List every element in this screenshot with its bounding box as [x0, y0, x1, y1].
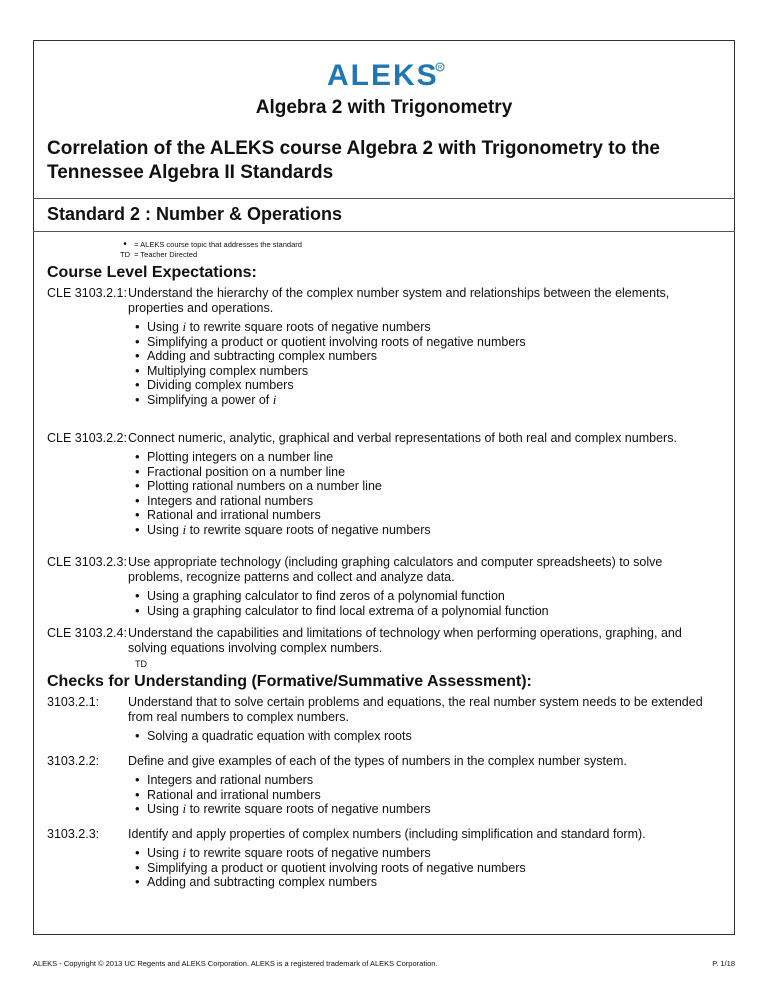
- topic-item: • Using i to rewrite square roots of negative numbers: [135, 802, 707, 817]
- topic-item: • Using i to rewrite square roots of negative numbers: [135, 846, 707, 861]
- topic-item: • Dividing complex numbers: [135, 378, 707, 393]
- entry-code: 3103.2.1:: [47, 695, 100, 709]
- check-entry: [47, 827, 707, 890]
- cle-entry: [47, 431, 707, 537]
- divider: [33, 198, 735, 199]
- bullet-icon: •: [123, 239, 127, 250]
- topic-list: [135, 773, 707, 817]
- topic-item: • Integers and rational numbers: [135, 773, 707, 788]
- topic-item: • Simplifying a product or quotient involving roots of negative numbers: [135, 335, 707, 350]
- entry-description: Understand the hierarchy of the complex number system and relationships between the elements, properties and operations.: [128, 286, 670, 315]
- topic-item: • Solving a quadratic equation with complex roots: [135, 729, 707, 744]
- topic-item: • Simplifying a power of i: [135, 393, 707, 408]
- legend-td-label: TD: [120, 250, 130, 259]
- entry-code: CLE 3103.2.2:: [47, 431, 127, 445]
- topic-item: • Rational and irrational numbers: [135, 788, 707, 803]
- topic-item: • Using a graphing calculator to find local extrema of a polynomial function: [135, 604, 707, 619]
- checks-section-title: Checks for Understanding (Formative/Summative Assessment):: [47, 673, 532, 690]
- legend-bullet-text: = ALEKS course topic that addresses the standard: [134, 240, 302, 249]
- topic-list: [135, 320, 707, 407]
- course-title: Algebra 2 with Trigonometry: [255, 97, 513, 118]
- topic-list: [135, 589, 707, 618]
- topic-item: • Plotting integers on a number line: [135, 450, 707, 465]
- entry-code: CLE 3103.2.4:: [47, 626, 127, 640]
- teacher-directed-tag: TD: [135, 659, 147, 669]
- entry-description: Connect numeric, analytic, graphical and verbal representations of both real and complex numbers.: [128, 431, 677, 445]
- cle-entry: [47, 626, 707, 672]
- aleks-logo: [0, 58, 768, 95]
- topic-list: [135, 450, 707, 537]
- topic-item: • Plotting rational numbers on a number line: [135, 479, 707, 494]
- entry-code: CLE 3103.2.3:: [47, 555, 127, 569]
- topic-item: • Simplifying a product or quotient involving roots of negative numbers: [135, 861, 707, 876]
- standard-title: Standard 2 : Number & Operations: [47, 204, 343, 224]
- correlation-title: Correlation of the ALEKS course Algebra 2 with Trigonometry to the Tennessee Algebra II Standards: [47, 138, 660, 183]
- topic-item: • Using i to rewrite square roots of negative numbers: [135, 320, 707, 335]
- check-entry: [47, 695, 707, 744]
- cle-entry: [47, 555, 707, 618]
- entry-code: 3103.2.2:: [47, 754, 100, 768]
- entry-description: Understand that to solve certain problems and equations, the real number system needs to be extended from real numbers to complex numbers.: [128, 695, 703, 724]
- page-number: P. 1/18: [712, 959, 735, 968]
- topic-item: • Multiplying complex numbers: [135, 364, 707, 379]
- footer-copyright: ALEKS - Copyright © 2013 UC Regents and ALEKS Corporation. ALEKS is a registered trademark of ALEKS Corporation.: [33, 959, 438, 968]
- topic-item: • Using a graphing calculator to find zeros of a polynomial function: [135, 589, 707, 604]
- topic-list: [135, 729, 707, 744]
- topic-item: • Adding and subtracting complex numbers: [135, 349, 707, 364]
- legend-bullet: [118, 239, 302, 250]
- logo-text: ALEKS: [327, 59, 439, 90]
- topic-list: [135, 846, 707, 890]
- check-entry: [47, 754, 707, 817]
- topic-item: • Using i to rewrite square roots of negative numbers: [135, 523, 707, 538]
- legend-td: [118, 250, 197, 259]
- cle-entry: [47, 286, 707, 407]
- entry-description: Identify and apply properties of complex numbers (including simplification and standard form).: [128, 827, 646, 841]
- entry-description: Use appropriate technology (including graphing calculators and computer spreadsheets) to solve problems, recognize patterns and collect and analyze data.: [128, 555, 663, 584]
- topic-item: • Integers and rational numbers: [135, 494, 707, 509]
- entry-description: Define and give examples of each of the types of numbers in the complex number system.: [128, 754, 627, 768]
- divider: [33, 231, 735, 232]
- topic-item: • Rational and irrational numbers: [135, 508, 707, 523]
- topic-item: • Adding and subtracting complex numbers: [135, 875, 707, 890]
- svg-text:R: R: [437, 65, 443, 72]
- legend-td-text: = Teacher Directed: [134, 250, 198, 259]
- entry-code: 3103.2.3:: [47, 827, 100, 841]
- topic-item: • Fractional position on a number line: [135, 465, 707, 480]
- entry-description: Understand the capabilities and limitations of technology when performing operations, graphing, and solving equations involving complex numbers.: [128, 626, 682, 655]
- cle-section-title: Course Level Expectations:: [47, 264, 257, 281]
- entry-code: CLE 3103.2.1:: [47, 286, 127, 300]
